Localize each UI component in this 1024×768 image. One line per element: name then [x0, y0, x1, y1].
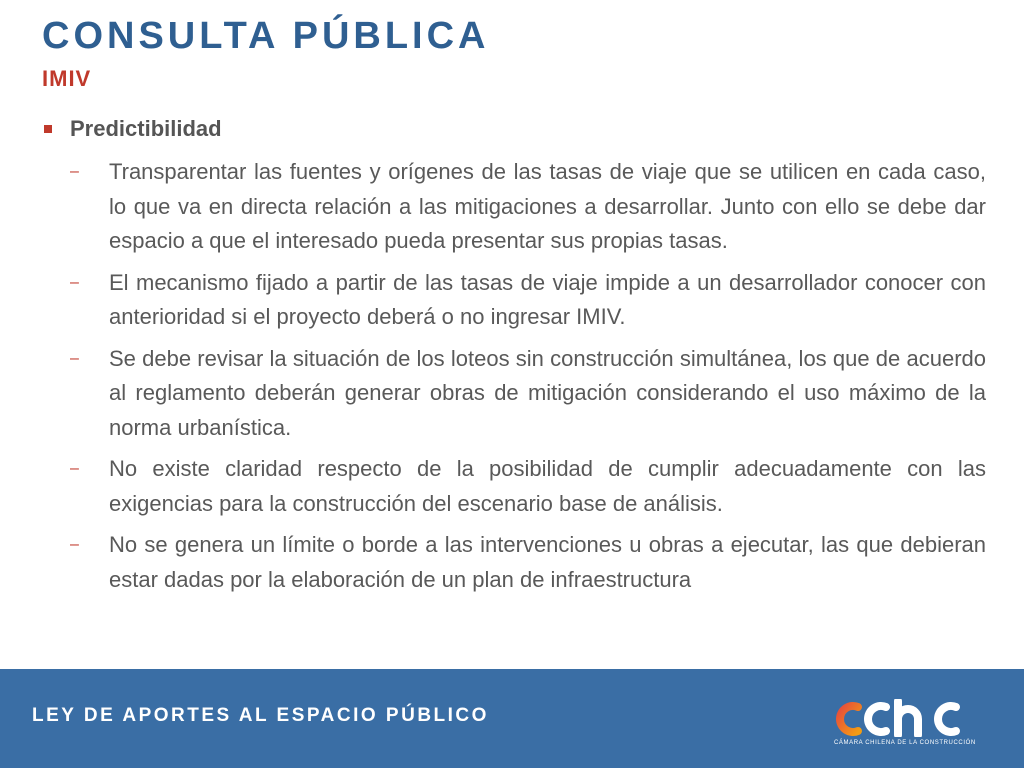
section-heading: Predictibilidad — [70, 116, 222, 141]
list-item-text: Se debe revisar la situación de los loteos sin construcción simultánea, los que de acuerdo al reglamento deberán generar obras de mitigación considerando el uso máximo de la norma urbanística. — [109, 345, 986, 440]
bullet-list — [42, 155, 986, 597]
list-item-text: El mecanismo fijado a partir de las tasas de viaje impide a un desarrollador conocer con anterioridad si el proyecto deberá o no ingresar IMIV. — [109, 269, 986, 329]
list-item-text: No se genera un límite o borde a las intervenciones u obras a ejecutar, las que debieran estar dadas por la elaboración de un plan de infraestructura — [109, 532, 986, 592]
dash-bullet-icon: – — [70, 163, 79, 180]
square-bullet-icon — [44, 125, 52, 133]
logo-subtitle: CÁMARA CHILENA DE LA CONSTRUCCIÓN — [834, 740, 976, 746]
slide-title: CONSULTA PÚBLICA — [42, 15, 490, 57]
dash-bullet-icon: – — [70, 460, 79, 477]
footer-bar — [0, 669, 1024, 768]
dash-bullet-icon: – — [70, 536, 79, 553]
dash-bullet-icon: – — [70, 349, 79, 367]
list-item-text: Transparentar las fuentes y orígenes de las tasas de viaje que se utilicen en cada caso, lo que va en directa relación a las mitigaciones a desarrollar. Junto con ello se debe dar espacio a que el interesado pueda presentar sus propias tasas. — [109, 159, 986, 253]
slide-subtitle: IMIV — [42, 66, 92, 91]
section-heading-row — [42, 114, 986, 144]
list-item — [70, 342, 986, 446]
list-item — [70, 155, 986, 259]
list-item — [70, 266, 986, 335]
list-item-text: No existe claridad respecto de la posibilidad de cumplir adecuadamente con las exigencias para la construcción del escenario base de análisis. — [109, 456, 986, 516]
list-item — [70, 452, 986, 521]
cchc-logo-icon — [834, 699, 984, 737]
footer-title: LEY DE APORTES AL ESPACIO PÚBLICO — [32, 705, 489, 726]
dash-bullet-icon: – — [70, 273, 79, 291]
cchc-logo — [834, 699, 984, 749]
slide-content — [42, 114, 986, 604]
list-item — [70, 528, 986, 597]
